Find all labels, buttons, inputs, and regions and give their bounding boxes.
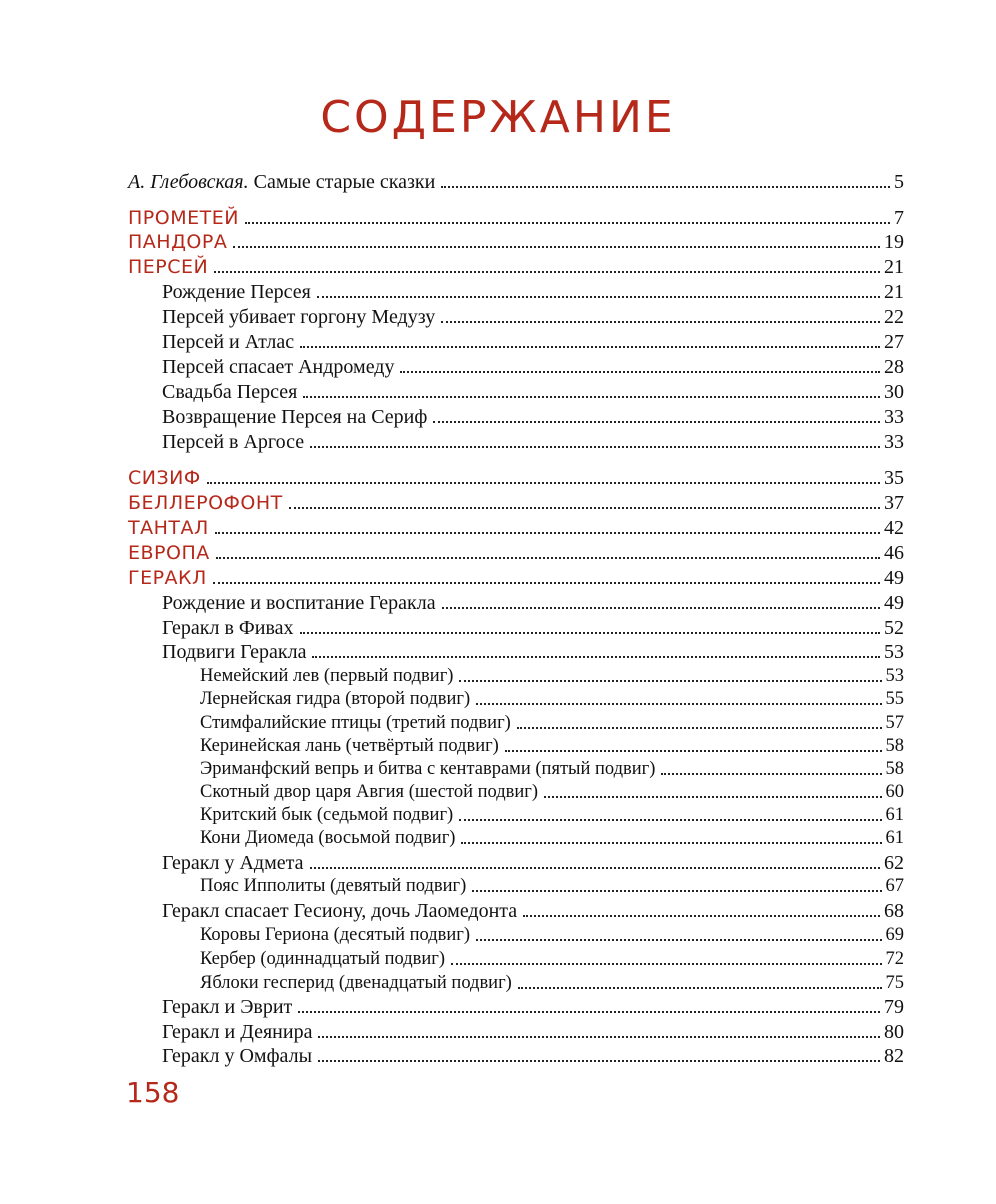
entry-page-number: 75 — [885, 973, 904, 993]
entry-title — [128, 491, 283, 515]
dot-leader — [459, 680, 881, 682]
entry-page-number: 52 — [884, 617, 904, 639]
entry-page-number: 58 — [885, 759, 904, 779]
toc-section — [128, 228, 904, 254]
entry-page-number: 33 — [884, 406, 904, 428]
dot-leader — [400, 371, 880, 373]
dot-leader — [213, 582, 880, 584]
entry-page-number: 53 — [885, 666, 904, 686]
entry-page-number: 7 — [894, 207, 904, 229]
entry-page-number: 19 — [884, 231, 904, 253]
dot-leader — [289, 507, 880, 509]
entry-title-text: ПРОМЕТЕЙ — [128, 207, 239, 229]
entry-page-number: 61 — [885, 828, 904, 848]
entry-title — [162, 405, 427, 429]
entry-title — [162, 640, 306, 664]
entry-page-number: 33 — [884, 431, 904, 453]
toc-entry — [162, 378, 904, 404]
entry-title-text: СИЗИФ — [128, 467, 201, 489]
dot-leader — [476, 703, 881, 705]
entry-title-text: Яблоки гесперид (двенадцатый подвиг) — [200, 973, 512, 993]
toc-entry — [162, 638, 904, 664]
entry-title-text: ПАНДОРА — [128, 231, 228, 253]
entry-title-text: Лернейская гидра (второй подвиг) — [200, 689, 471, 709]
entry-title — [200, 874, 466, 898]
entry-title-text: БЕЛЛЕРОФОНТ — [128, 492, 283, 514]
dot-leader — [433, 421, 880, 423]
entry-page-number: 22 — [884, 306, 904, 328]
entry-title — [200, 947, 445, 971]
entry-title-text: Свадьба Персея — [162, 381, 298, 403]
entry-title-text: Критский бык (седьмой подвиг) — [200, 805, 454, 825]
dot-leader — [442, 607, 880, 609]
toc-entry — [162, 614, 904, 640]
entry-page-number: 30 — [884, 381, 904, 403]
toc-entry — [200, 872, 904, 898]
entry-page-number: 68 — [884, 900, 904, 922]
entry-title — [128, 170, 435, 194]
toc-section — [128, 514, 904, 540]
entry-page-number: 5 — [894, 171, 904, 193]
dot-leader — [216, 557, 880, 559]
entry-title-text: Самые старые сказки — [253, 171, 436, 193]
entry-title-text: Стимфалийские птицы (третий подвиг) — [200, 713, 511, 733]
entry-page-number: 80 — [884, 1021, 904, 1043]
dot-leader — [310, 446, 880, 448]
entry-title — [162, 1044, 312, 1068]
entry-title — [128, 255, 208, 279]
entry-title-text: Керинейская лань (четвёртый подвиг) — [200, 736, 499, 756]
toc-section — [128, 539, 904, 565]
dot-leader — [451, 963, 881, 965]
entry-title — [200, 923, 470, 947]
dot-leader — [459, 819, 881, 821]
entry-title — [162, 355, 394, 379]
entry-title-text: Рождение Персея — [162, 281, 311, 303]
dot-leader — [476, 939, 881, 941]
entry-title — [162, 1020, 312, 1044]
entry-title — [162, 591, 436, 615]
entry-page-number: 35 — [884, 467, 904, 489]
entry-page-number: 72 — [885, 949, 904, 969]
dot-leader — [233, 246, 880, 248]
entry-title — [162, 305, 435, 329]
entry-title — [128, 206, 239, 230]
toc-entry — [162, 278, 904, 304]
toc-section — [128, 564, 904, 590]
entry-page-number: 21 — [884, 256, 904, 278]
entry-title-text: ГЕРАКЛ — [128, 567, 207, 589]
entry-title — [200, 971, 512, 995]
entry-page-number: 27 — [884, 331, 904, 353]
entry-title — [162, 330, 294, 354]
entry-page-number: 69 — [885, 925, 904, 945]
entry-title — [128, 541, 210, 565]
entry-title-text: Подвиги Геракла — [162, 641, 307, 663]
entry-page-number: 28 — [884, 356, 904, 378]
dot-leader — [245, 222, 890, 224]
entry-title-text: Эриманфский вепрь и битва с кентаврами (пятый подвиг) — [200, 759, 656, 779]
dot-leader — [310, 867, 880, 869]
dot-leader — [517, 727, 882, 729]
entry-title — [162, 616, 294, 640]
toc-entry — [162, 353, 904, 379]
dot-leader — [518, 987, 882, 989]
entry-title — [162, 430, 304, 454]
toc-entry — [162, 993, 904, 1019]
entry-title-text: ТАНТАЛ — [128, 517, 209, 539]
entry-page-number: 82 — [884, 1045, 904, 1067]
entry-title — [128, 566, 207, 590]
toc-section — [128, 253, 904, 279]
entry-page-number: 53 — [884, 641, 904, 663]
entry-page-number: 49 — [884, 592, 904, 614]
toc-section — [128, 204, 904, 230]
entry-page-number: 49 — [884, 567, 904, 589]
dot-leader — [300, 346, 880, 348]
toc-entry — [162, 403, 904, 429]
entry-title-text: Персей в Аргосе — [162, 431, 305, 453]
toc-entry — [162, 303, 904, 329]
dot-leader — [298, 1011, 880, 1013]
toc-entry — [200, 824, 904, 850]
dot-leader — [300, 632, 881, 634]
toc-entry — [162, 897, 904, 923]
toc-section — [128, 464, 904, 490]
entry-page-number: 60 — [885, 782, 904, 802]
entry-title — [200, 687, 470, 711]
entry-page-number: 37 — [884, 492, 904, 514]
dot-leader — [461, 842, 881, 844]
entry-title — [162, 280, 311, 304]
entry-title-text: Геракл и Деянира — [162, 1021, 313, 1043]
dot-leader — [318, 1036, 880, 1038]
toc-entry — [200, 685, 904, 711]
entry-title-text: Рождение и воспитание Геракла — [162, 592, 436, 614]
entry-title-text: Пояс Ипполиты (девятый подвиг) — [200, 876, 467, 896]
page-title: СОДЕРЖАНИЕ — [320, 92, 676, 143]
entry-title-text: Кербер (одиннадцатый подвиг) — [200, 949, 446, 969]
entry-title — [128, 516, 209, 540]
entry-author: А. Глебовская. — [128, 171, 249, 193]
toc-entry — [162, 328, 904, 354]
entry-title — [128, 230, 227, 254]
page-number: 158 — [126, 1076, 180, 1109]
toc-entry — [162, 589, 904, 615]
entry-title-text: Геракл у Омфалы — [162, 1045, 313, 1067]
dot-leader — [661, 773, 881, 775]
entry-title-text: Кони Диомеда (восьмой подвиг) — [200, 828, 456, 848]
dot-leader — [207, 482, 880, 484]
entry-title — [200, 826, 455, 850]
dot-leader — [523, 915, 880, 917]
dot-leader — [215, 532, 880, 534]
dot-leader — [505, 750, 882, 752]
toc-entry — [162, 428, 904, 454]
entry-title-text: ЕВРОПА — [128, 542, 210, 564]
entry-title-text: Персей убивает горгону Медузу — [162, 306, 436, 328]
entry-title-text: Коровы Гериона (десятый подвиг) — [200, 925, 471, 945]
entry-title — [162, 380, 297, 404]
entry-page-number: 62 — [884, 852, 904, 874]
dot-leader — [441, 186, 890, 188]
entry-title — [128, 466, 201, 490]
entry-page-number: 46 — [884, 542, 904, 564]
toc-entry — [200, 921, 904, 947]
entry-page-number: 79 — [884, 996, 904, 1018]
dot-leader — [472, 890, 881, 892]
entry-title-text: Немейский лев (первый подвиг) — [200, 666, 454, 686]
entry-page-number: 57 — [885, 713, 904, 733]
dot-leader — [544, 796, 881, 798]
entry-page-number: 55 — [885, 689, 904, 709]
entry-title — [162, 899, 517, 923]
entry-page-number: 61 — [885, 805, 904, 825]
entry-title-text: Скотный двор царя Авгия (шестой подвиг) — [200, 782, 539, 802]
entry-title-text: Геракл спасает Гесиону, дочь Лаомедонта — [162, 900, 518, 922]
dot-leader — [303, 396, 880, 398]
entry-title-text: Геракл у Адмета — [162, 852, 304, 874]
entry-title — [162, 995, 292, 1019]
entry-title-text: Персей и Атлас — [162, 331, 295, 353]
dot-leader — [441, 321, 880, 323]
dot-leader — [317, 296, 880, 298]
entry-title-text: Возвращение Персея на Сериф — [162, 406, 428, 428]
toc-entry — [200, 969, 904, 995]
toc-entry — [200, 945, 904, 971]
entry-title-text: Геракл и Эврит — [162, 996, 293, 1018]
toc-entry — [128, 168, 904, 194]
entry-title-text: Геракл в Фивах — [162, 617, 294, 639]
entry-page-number: 21 — [884, 281, 904, 303]
toc-entry — [162, 1042, 904, 1068]
entry-page-number: 58 — [885, 736, 904, 756]
dot-leader — [312, 656, 880, 658]
toc-entry — [162, 1018, 904, 1044]
entry-page-number: 42 — [884, 517, 904, 539]
toc-section — [128, 489, 904, 515]
dot-leader — [318, 1060, 880, 1062]
entry-title-text: Персей спасает Андромеду — [162, 356, 395, 378]
dot-leader — [214, 271, 880, 273]
entry-page-number: 67 — [885, 876, 904, 896]
entry-title-text: ПЕРСЕЙ — [128, 256, 209, 278]
